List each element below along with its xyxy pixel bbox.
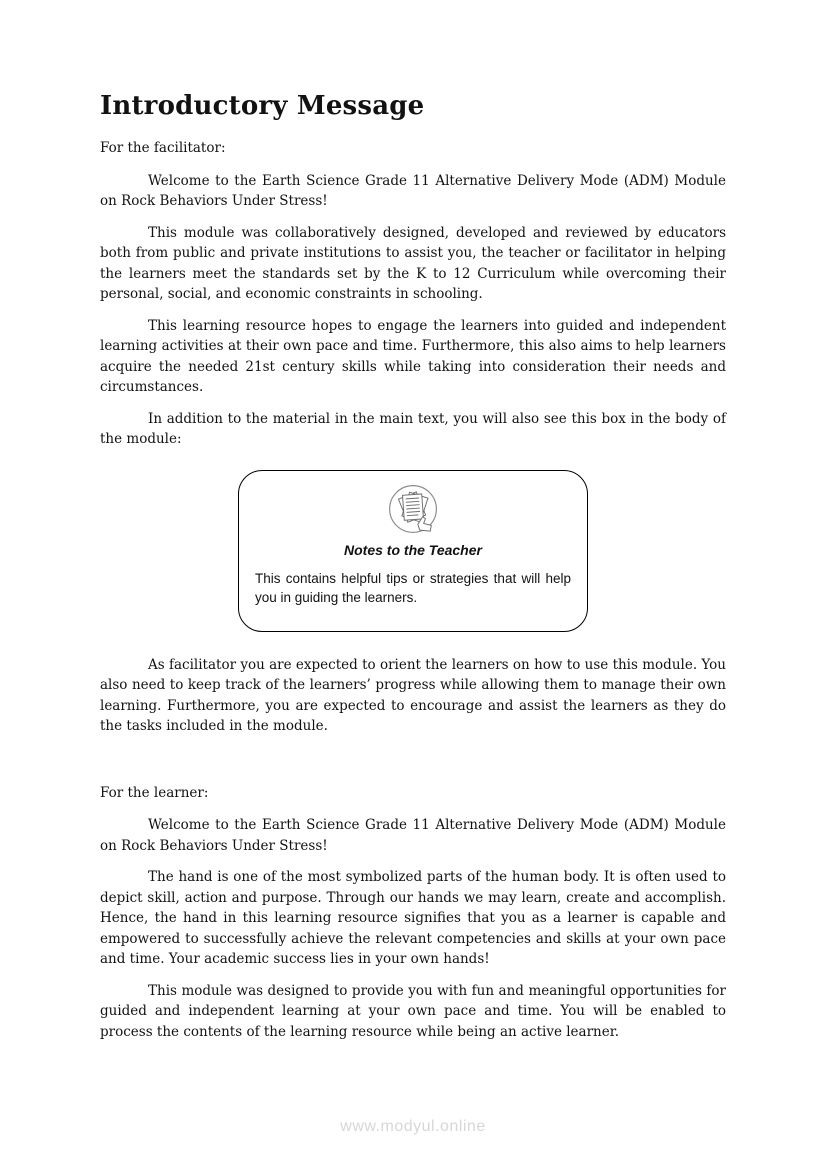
learner-paragraph-welcome: Welcome to the Earth Science Grade 11 Alternative Delivery Mode (ADM) Module on Rock Behaviors Under Stress! <box>100 817 726 854</box>
facilitator-heading: For the facilitator: <box>100 140 226 156</box>
learner-heading: For the learner: <box>100 784 209 801</box>
facilitator-paragraph-collaboration: This module was collaboratively designed, developed and reviewed by educators both from public and private institutions to assist you, the teacher or facilitator in helping the learners meet the standards set by the K to 12 Curriculum while overcoming their personal, social, and economic constraints in schooling. <box>100 224 726 302</box>
facilitator-paragraph-box-intro: In addition to the material in the main text, you will also see this box in the body of the module: <box>100 410 726 447</box>
notes-box-title: Notes to the Teacher <box>344 541 482 558</box>
page-title: Introductory Message <box>100 91 425 121</box>
notes-papers-icon <box>255 484 571 538</box>
facilitator-paragraph-closing: As facilitator you are expected to orient the learners on how to use this module. You also need to keep track of the learners’ progress while allowing them to manage their own learning. Furthermore, you are expected to encourage and assist the learners as they do the tasks included in the module. <box>100 656 726 734</box>
learner-paragraph-design: This module was designed to provide you with fun and meaningful opportunities for guided and independent learning at your own pace and time. You will be enabled to process the contents of the learning resource while being an active learner. <box>100 982 726 1040</box>
facilitator-paragraph-resource: This learning resource hopes to engage the learners into guided and independent learning activities at their own pace and time. Furthermore, this also aims to help learners acquire the needed 21st century skills while taking into consideration their needs and circumstances. <box>100 317 726 395</box>
facilitator-paragraph-welcome: Welcome to the Earth Science Grade 11 Alternative Delivery Mode (ADM) Module on Rock Behaviors Under Stress! <box>100 172 726 209</box>
notes-to-teacher-box <box>238 470 588 632</box>
learner-paragraph-hand: The hand is one of the most symbolized parts of the human body. It is often used to depict skill, action and purpose. Through our hands we may learn, create and accomplish. Hence, the hand in this learning resource signifies that you as a learner is capable and empowered to successfully achieve the relevant competencies and skills at your own pace and time. Your academic success lies in your own hands! <box>100 869 726 967</box>
notes-box-body: This contains helpful tips or strategies that will help you in guiding the learners. <box>255 570 571 605</box>
watermark: www.modyul.online <box>340 1118 486 1135</box>
